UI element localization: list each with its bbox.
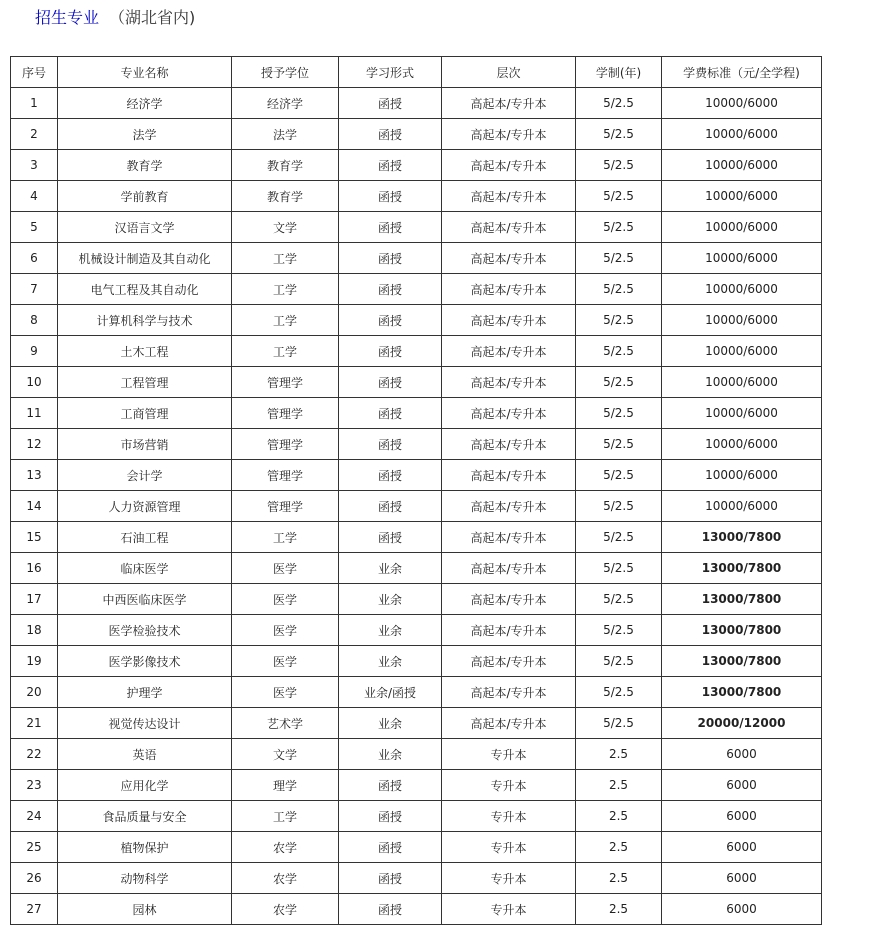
- cell-mode: 业余: [339, 739, 442, 770]
- cell-level: 专升本: [442, 770, 576, 801]
- cell-major: 园林: [58, 894, 232, 925]
- cell-degree: 管理学: [232, 398, 339, 429]
- cell-level: 高起本/专升本: [442, 708, 576, 739]
- cell-fee: 10000/6000: [662, 367, 822, 398]
- cell-fee: 13000/7800: [662, 615, 822, 646]
- col-header-no: 序号: [11, 57, 58, 88]
- cell-level: 高起本/专升本: [442, 274, 576, 305]
- cell-major: 土木工程: [58, 336, 232, 367]
- cell-level: 高起本/专升本: [442, 88, 576, 119]
- table-row: [11, 801, 822, 832]
- cell-major: 应用化学: [58, 770, 232, 801]
- cell-no: 11: [11, 398, 58, 429]
- cell-major: 人力资源管理: [58, 491, 232, 522]
- cell-mode: 业余: [339, 615, 442, 646]
- cell-fee: 13000/7800: [662, 584, 822, 615]
- cell-degree: 农学: [232, 832, 339, 863]
- cell-major: 护理学: [58, 677, 232, 708]
- cell-mode: 函授: [339, 150, 442, 181]
- cell-fee: 6000: [662, 894, 822, 925]
- cell-level: 高起本/专升本: [442, 646, 576, 677]
- cell-fee: 10000/6000: [662, 398, 822, 429]
- cell-degree: 管理学: [232, 491, 339, 522]
- cell-major: 工程管理: [58, 367, 232, 398]
- majors-table: [10, 56, 822, 925]
- cell-mode: 函授: [339, 522, 442, 553]
- cell-no: 14: [11, 491, 58, 522]
- cell-level: 高起本/专升本: [442, 243, 576, 274]
- cell-major: 临床医学: [58, 553, 232, 584]
- cell-degree: 理学: [232, 770, 339, 801]
- cell-level: 专升本: [442, 801, 576, 832]
- cell-fee: 13000/7800: [662, 677, 822, 708]
- cell-degree: 工学: [232, 274, 339, 305]
- cell-no: 25: [11, 832, 58, 863]
- cell-years: 5/2.5: [576, 212, 662, 243]
- table-row: [11, 553, 822, 584]
- cell-level: 高起本/专升本: [442, 677, 576, 708]
- cell-major: 经济学: [58, 88, 232, 119]
- cell-no: 21: [11, 708, 58, 739]
- table-row: [11, 894, 822, 925]
- cell-mode: 函授: [339, 863, 442, 894]
- cell-years: 5/2.5: [576, 367, 662, 398]
- cell-no: 18: [11, 615, 58, 646]
- table-row: [11, 150, 822, 181]
- table-header-row: [11, 57, 822, 88]
- cell-fee: 10000/6000: [662, 181, 822, 212]
- table-body: [11, 88, 822, 925]
- region-note: （湖北省内): [109, 8, 196, 27]
- cell-no: 9: [11, 336, 58, 367]
- cell-major: 法学: [58, 119, 232, 150]
- page-heading: [35, 6, 195, 30]
- cell-major: 中西医临床医学: [58, 584, 232, 615]
- cell-level: 高起本/专升本: [442, 398, 576, 429]
- cell-no: 23: [11, 770, 58, 801]
- cell-mode: 函授: [339, 398, 442, 429]
- cell-years: 2.5: [576, 863, 662, 894]
- cell-fee: 6000: [662, 801, 822, 832]
- cell-years: 5/2.5: [576, 553, 662, 584]
- cell-level: 高起本/专升本: [442, 460, 576, 491]
- cell-mode: 业余: [339, 553, 442, 584]
- cell-years: 5/2.5: [576, 336, 662, 367]
- cell-degree: 管理学: [232, 367, 339, 398]
- table-row: [11, 491, 822, 522]
- cell-mode: 函授: [339, 305, 442, 336]
- cell-mode: 函授: [339, 336, 442, 367]
- col-header-years: 学制(年): [576, 57, 662, 88]
- table-row: [11, 522, 822, 553]
- cell-level: 高起本/专升本: [442, 336, 576, 367]
- cell-no: 20: [11, 677, 58, 708]
- cell-major: 汉语言文学: [58, 212, 232, 243]
- col-header-mode: 学习形式: [339, 57, 442, 88]
- cell-level: 高起本/专升本: [442, 181, 576, 212]
- cell-major: 植物保护: [58, 832, 232, 863]
- cell-no: 6: [11, 243, 58, 274]
- cell-major: 工商管理: [58, 398, 232, 429]
- cell-degree: 工学: [232, 801, 339, 832]
- cell-major: 教育学: [58, 150, 232, 181]
- cell-mode: 函授: [339, 274, 442, 305]
- cell-level: 专升本: [442, 894, 576, 925]
- cell-fee: 10000/6000: [662, 491, 822, 522]
- cell-level: 高起本/专升本: [442, 305, 576, 336]
- cell-degree: 医学: [232, 615, 339, 646]
- cell-fee: 10000/6000: [662, 336, 822, 367]
- table-row: [11, 88, 822, 119]
- cell-years: 5/2.5: [576, 243, 662, 274]
- cell-level: 专升本: [442, 832, 576, 863]
- cell-degree: 医学: [232, 553, 339, 584]
- cell-no: 27: [11, 894, 58, 925]
- cell-years: 5/2.5: [576, 615, 662, 646]
- cell-mode: 函授: [339, 770, 442, 801]
- cell-no: 10: [11, 367, 58, 398]
- cell-years: 2.5: [576, 770, 662, 801]
- cell-mode: 业余: [339, 708, 442, 739]
- table-row: [11, 832, 822, 863]
- cell-no: 16: [11, 553, 58, 584]
- cell-major: 医学检验技术: [58, 615, 232, 646]
- cell-years: 5/2.5: [576, 181, 662, 212]
- cell-major: 会计学: [58, 460, 232, 491]
- cell-degree: 农学: [232, 863, 339, 894]
- cell-mode: 函授: [339, 243, 442, 274]
- cell-no: 19: [11, 646, 58, 677]
- cell-fee: 10000/6000: [662, 429, 822, 460]
- cell-mode: 函授: [339, 119, 442, 150]
- table-row: [11, 646, 822, 677]
- cell-level: 高起本/专升本: [442, 367, 576, 398]
- cell-major: 计算机科学与技术: [58, 305, 232, 336]
- cell-fee: 10000/6000: [662, 150, 822, 181]
- cell-major: 电气工程及其自动化: [58, 274, 232, 305]
- cell-degree: 农学: [232, 894, 339, 925]
- table-row: [11, 243, 822, 274]
- table-row: [11, 274, 822, 305]
- cell-no: 13: [11, 460, 58, 491]
- cell-fee: 10000/6000: [662, 305, 822, 336]
- cell-no: 4: [11, 181, 58, 212]
- cell-degree: 艺术学: [232, 708, 339, 739]
- cell-fee: 13000/7800: [662, 553, 822, 584]
- cell-fee: 10000/6000: [662, 212, 822, 243]
- cell-years: 5/2.5: [576, 522, 662, 553]
- cell-no: 5: [11, 212, 58, 243]
- cell-degree: 管理学: [232, 429, 339, 460]
- table-row: [11, 770, 822, 801]
- col-header-fee: 学费标准（元/全学程): [662, 57, 822, 88]
- table-row: [11, 863, 822, 894]
- cell-no: 26: [11, 863, 58, 894]
- col-header-degree: 授予学位: [232, 57, 339, 88]
- cell-degree: 法学: [232, 119, 339, 150]
- cell-degree: 工学: [232, 305, 339, 336]
- cell-degree: 管理学: [232, 460, 339, 491]
- col-header-level: 层次: [442, 57, 576, 88]
- cell-level: 高起本/专升本: [442, 429, 576, 460]
- cell-fee: 6000: [662, 739, 822, 770]
- cell-mode: 函授: [339, 832, 442, 863]
- cell-years: 2.5: [576, 801, 662, 832]
- cell-level: 高起本/专升本: [442, 584, 576, 615]
- cell-no: 2: [11, 119, 58, 150]
- cell-fee: 6000: [662, 770, 822, 801]
- cell-major: 动物科学: [58, 863, 232, 894]
- cell-years: 5/2.5: [576, 305, 662, 336]
- table-row: [11, 212, 822, 243]
- cell-fee: 10000/6000: [662, 460, 822, 491]
- cell-mode: 函授: [339, 460, 442, 491]
- cell-years: 5/2.5: [576, 398, 662, 429]
- cell-degree: 医学: [232, 677, 339, 708]
- table-row: [11, 615, 822, 646]
- cell-no: 3: [11, 150, 58, 181]
- table-row: [11, 181, 822, 212]
- cell-fee: 13000/7800: [662, 646, 822, 677]
- cell-years: 2.5: [576, 832, 662, 863]
- cell-level: 高起本/专升本: [442, 212, 576, 243]
- cell-mode: 函授: [339, 429, 442, 460]
- cell-years: 5/2.5: [576, 491, 662, 522]
- cell-level: 专升本: [442, 739, 576, 770]
- cell-level: 高起本/专升本: [442, 491, 576, 522]
- cell-degree: 文学: [232, 739, 339, 770]
- cell-mode: 函授: [339, 491, 442, 522]
- cell-degree: 经济学: [232, 88, 339, 119]
- cell-major: 视觉传达设计: [58, 708, 232, 739]
- cell-level: 高起本/专升本: [442, 553, 576, 584]
- majors-link[interactable]: 招生专业: [35, 8, 100, 27]
- col-header-major: 专业名称: [58, 57, 232, 88]
- table-row: [11, 677, 822, 708]
- cell-major: 医学影像技术: [58, 646, 232, 677]
- cell-major: 石油工程: [58, 522, 232, 553]
- cell-years: 5/2.5: [576, 460, 662, 491]
- cell-mode: 函授: [339, 894, 442, 925]
- cell-no: 1: [11, 88, 58, 119]
- cell-degree: 医学: [232, 646, 339, 677]
- cell-mode: 业余: [339, 584, 442, 615]
- table-row: [11, 398, 822, 429]
- cell-fee: 10000/6000: [662, 274, 822, 305]
- cell-years: 5/2.5: [576, 677, 662, 708]
- cell-years: 5/2.5: [576, 119, 662, 150]
- table-row: [11, 367, 822, 398]
- cell-fee: 13000/7800: [662, 522, 822, 553]
- cell-years: 2.5: [576, 739, 662, 770]
- cell-fee: 20000/12000: [662, 708, 822, 739]
- table-row: [11, 739, 822, 770]
- cell-degree: 工学: [232, 243, 339, 274]
- cell-major: 市场营销: [58, 429, 232, 460]
- cell-fee: 10000/6000: [662, 243, 822, 274]
- cell-no: 15: [11, 522, 58, 553]
- cell-mode: 业余: [339, 646, 442, 677]
- cell-degree: 医学: [232, 584, 339, 615]
- table-row: [11, 429, 822, 460]
- cell-level: 高起本/专升本: [442, 522, 576, 553]
- cell-degree: 文学: [232, 212, 339, 243]
- table-row: [11, 460, 822, 491]
- cell-no: 24: [11, 801, 58, 832]
- cell-mode: 函授: [339, 181, 442, 212]
- cell-years: 2.5: [576, 894, 662, 925]
- cell-mode: 函授: [339, 88, 442, 119]
- cell-level: 高起本/专升本: [442, 150, 576, 181]
- table-row: [11, 119, 822, 150]
- cell-level: 高起本/专升本: [442, 615, 576, 646]
- cell-years: 5/2.5: [576, 274, 662, 305]
- cell-major: 食品质量与安全: [58, 801, 232, 832]
- cell-no: 12: [11, 429, 58, 460]
- cell-years: 5/2.5: [576, 429, 662, 460]
- cell-degree: 工学: [232, 522, 339, 553]
- cell-degree: 教育学: [232, 181, 339, 212]
- cell-level: 专升本: [442, 863, 576, 894]
- table-row: [11, 708, 822, 739]
- cell-fee: 6000: [662, 832, 822, 863]
- cell-mode: 函授: [339, 801, 442, 832]
- cell-years: 5/2.5: [576, 646, 662, 677]
- cell-years: 5/2.5: [576, 584, 662, 615]
- table-row: [11, 584, 822, 615]
- cell-fee: 6000: [662, 863, 822, 894]
- cell-level: 高起本/专升本: [442, 119, 576, 150]
- cell-degree: 工学: [232, 336, 339, 367]
- cell-mode: 函授: [339, 212, 442, 243]
- table-row: [11, 305, 822, 336]
- cell-years: 5/2.5: [576, 88, 662, 119]
- cell-fee: 10000/6000: [662, 119, 822, 150]
- table-row: [11, 336, 822, 367]
- cell-major: 学前教育: [58, 181, 232, 212]
- cell-no: 17: [11, 584, 58, 615]
- cell-degree: 教育学: [232, 150, 339, 181]
- cell-major: 机械设计制造及其自动化: [58, 243, 232, 274]
- cell-mode: 业余/函授: [339, 677, 442, 708]
- cell-no: 22: [11, 739, 58, 770]
- cell-mode: 函授: [339, 367, 442, 398]
- cell-years: 5/2.5: [576, 150, 662, 181]
- cell-major: 英语: [58, 739, 232, 770]
- cell-years: 5/2.5: [576, 708, 662, 739]
- cell-fee: 10000/6000: [662, 88, 822, 119]
- cell-no: 7: [11, 274, 58, 305]
- cell-no: 8: [11, 305, 58, 336]
